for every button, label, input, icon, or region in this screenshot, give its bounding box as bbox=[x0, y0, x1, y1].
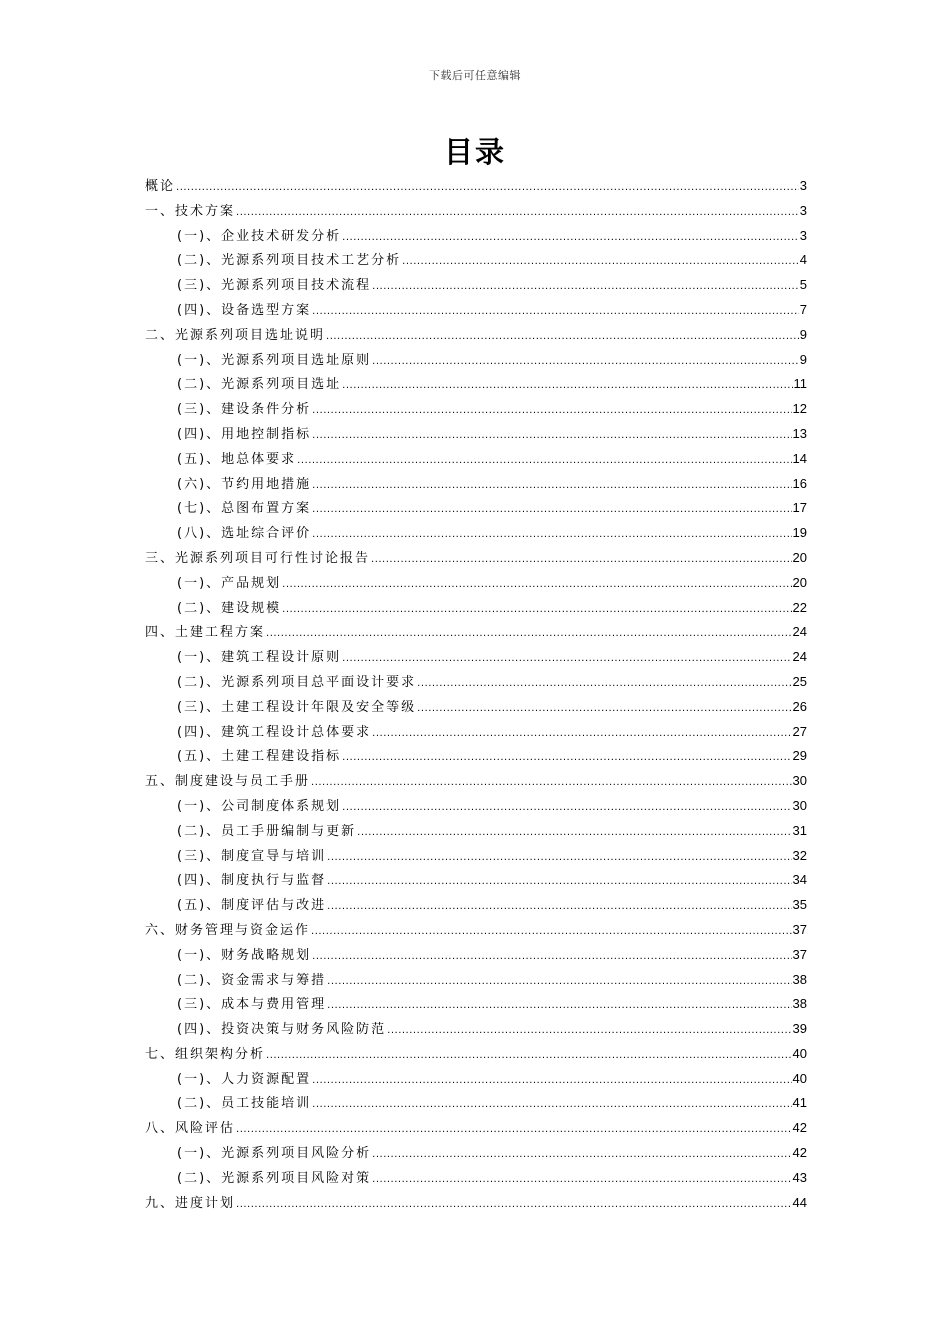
toc-dot-leader bbox=[312, 1093, 791, 1118]
toc-dot-leader bbox=[342, 796, 791, 821]
toc-entry-label: 一、技术方案 bbox=[145, 203, 236, 219]
toc-entry[interactable] bbox=[145, 1141, 807, 1166]
toc-dot-leader bbox=[342, 647, 791, 672]
toc-entry-label: (一)、光源系列项目风险分析 bbox=[177, 1146, 372, 1162]
toc-entry-page-number: 17 bbox=[792, 500, 807, 516]
toc-dot-leader bbox=[312, 498, 791, 523]
toc-entry-page-number: 3 bbox=[799, 202, 807, 218]
toc-entry-page-number: 14 bbox=[792, 450, 807, 466]
toc-entry-label: 四、土建工程方案 bbox=[145, 625, 266, 641]
toc-entry[interactable] bbox=[145, 844, 807, 869]
toc-entry-page-number: 27 bbox=[792, 723, 807, 739]
toc-entry-page-number: 30 bbox=[792, 773, 807, 789]
toc-dot-leader bbox=[327, 846, 791, 871]
toc-dot-leader bbox=[372, 350, 799, 375]
toc-entry[interactable] bbox=[145, 273, 807, 298]
toc-entry-page-number: 7 bbox=[799, 301, 807, 317]
toc-entry-label: (一)、公司制度体系规划 bbox=[177, 798, 342, 814]
toc-dot-leader bbox=[342, 226, 799, 251]
toc-entry-label: (七)、总图布置方案 bbox=[177, 501, 312, 517]
page-title: 目录 bbox=[443, 135, 506, 169]
toc-entry-page-number: 20 bbox=[792, 574, 807, 590]
toc-entry-page-number: 34 bbox=[792, 872, 807, 888]
toc-dot-leader bbox=[312, 399, 791, 424]
toc-entry-label: (二)、建设规模 bbox=[177, 600, 282, 616]
toc-dot-leader bbox=[327, 994, 791, 1019]
toc-entry-page-number: 40 bbox=[792, 1070, 807, 1086]
toc-entry[interactable] bbox=[145, 397, 807, 422]
toc-entry-page-number: 13 bbox=[792, 425, 807, 441]
toc-entry-label: (一)、人力资源配置 bbox=[177, 1071, 312, 1087]
toc-entry[interactable] bbox=[145, 968, 807, 993]
toc-entry-page-number: 37 bbox=[792, 921, 807, 937]
toc-dot-leader bbox=[327, 870, 791, 895]
toc-entry-label: (二)、光源系列项目风险对策 bbox=[177, 1170, 372, 1186]
toc-dot-leader bbox=[312, 474, 791, 499]
toc-entry-label: (二)、员工技能培训 bbox=[177, 1096, 312, 1112]
toc-dot-leader bbox=[311, 920, 792, 945]
toc-entry-label: (一)、财务战略规划 bbox=[177, 947, 312, 963]
toc-entry[interactable] bbox=[145, 744, 807, 769]
toc-entry-page-number: 22 bbox=[792, 599, 807, 615]
toc-dot-leader bbox=[342, 746, 791, 771]
toc-entry-page-number: 29 bbox=[792, 748, 807, 764]
toc-entry-label: 八、风险评估 bbox=[145, 1121, 236, 1137]
toc-entry[interactable] bbox=[145, 348, 807, 373]
toc-entry[interactable] bbox=[145, 645, 807, 670]
toc-entry[interactable] bbox=[145, 224, 807, 249]
toc-entry-page-number: 30 bbox=[792, 797, 807, 813]
toc-dot-leader bbox=[282, 573, 791, 598]
toc-entry-page-number: 42 bbox=[792, 1120, 807, 1136]
toc-entry-label: (三)、建设条件分析 bbox=[177, 402, 312, 418]
toc-entry-label: (二)、资金需求与筹措 bbox=[177, 972, 327, 988]
toc-dot-leader bbox=[387, 1019, 791, 1044]
toc-entry-page-number: 35 bbox=[792, 897, 807, 913]
toc-dot-leader bbox=[372, 722, 791, 747]
toc-entry-label: (一)、建筑工程设计原则 bbox=[177, 650, 342, 666]
toc-dot-leader bbox=[327, 895, 791, 920]
toc-entry[interactable] bbox=[145, 248, 807, 273]
toc-entry[interactable] bbox=[145, 323, 807, 348]
toc-entry-label: 七、组织架构分析 bbox=[145, 1046, 266, 1062]
page-header-note: 下载后可任意编辑 bbox=[429, 69, 521, 82]
toc-entry-label: 五、制度建设与员工手册 bbox=[145, 774, 311, 790]
toc-dot-leader bbox=[176, 176, 799, 201]
toc-entry-page-number: 37 bbox=[792, 946, 807, 962]
toc-entry-page-number: 9 bbox=[799, 326, 807, 342]
toc-entry[interactable] bbox=[145, 496, 807, 521]
toc-entry[interactable] bbox=[145, 422, 807, 447]
toc-entry[interactable] bbox=[145, 472, 807, 497]
toc-entry[interactable] bbox=[145, 670, 807, 695]
toc-entry-label: 概论 bbox=[145, 179, 176, 194]
toc-entry[interactable] bbox=[145, 298, 807, 323]
toc-entry-page-number: 41 bbox=[792, 1095, 807, 1111]
toc-entry-label: 六、财务管理与资金运作 bbox=[145, 922, 311, 938]
toc-entry[interactable] bbox=[145, 199, 807, 224]
toc-dot-leader bbox=[297, 449, 791, 474]
toc-dot-leader bbox=[327, 970, 791, 995]
toc-entry-page-number: 16 bbox=[792, 475, 807, 491]
toc-entry-label: (一)、企业技术研发分析 bbox=[177, 228, 342, 244]
toc-entry-page-number: 11 bbox=[793, 376, 807, 392]
toc-entry[interactable] bbox=[145, 596, 807, 621]
toc-entry-page-number: 24 bbox=[792, 624, 807, 640]
toc-entry-label: (五)、地总体要求 bbox=[177, 451, 297, 467]
toc-entry[interactable] bbox=[145, 1042, 807, 1067]
toc-dot-leader bbox=[372, 1143, 791, 1168]
toc-dot-leader bbox=[372, 1168, 791, 1193]
toc-entry-label: (一)、产品规划 bbox=[177, 575, 282, 591]
toc-dot-leader bbox=[236, 1118, 792, 1143]
toc-entry-page-number: 43 bbox=[792, 1169, 807, 1185]
toc-entry-page-number: 40 bbox=[792, 1045, 807, 1061]
toc-entry-label: (五)、制度评估与改进 bbox=[177, 898, 327, 914]
toc-entry-label: (四)、用地控制指标 bbox=[177, 426, 312, 442]
toc-entry-page-number: 44 bbox=[792, 1194, 807, 1210]
toc-entry[interactable] bbox=[145, 1017, 807, 1042]
toc-entry-label: (四)、建筑工程设计总体要求 bbox=[177, 724, 372, 740]
toc-entry[interactable] bbox=[145, 174, 807, 199]
table-of-contents bbox=[145, 174, 807, 1215]
toc-entry[interactable] bbox=[145, 819, 807, 844]
toc-entry-page-number: 31 bbox=[792, 822, 807, 838]
toc-entry-page-number: 5 bbox=[799, 277, 807, 293]
toc-dot-leader bbox=[236, 201, 799, 226]
toc-entry[interactable] bbox=[145, 720, 807, 745]
toc-entry[interactable] bbox=[145, 918, 807, 943]
toc-dot-leader bbox=[371, 548, 792, 573]
toc-dot-leader bbox=[402, 250, 799, 275]
toc-entry-page-number: 3 bbox=[799, 227, 807, 243]
toc-entry[interactable] bbox=[145, 992, 807, 1017]
toc-entry-page-number: 3 bbox=[799, 178, 807, 193]
toc-entry[interactable] bbox=[145, 893, 807, 918]
toc-dot-leader bbox=[326, 325, 799, 350]
toc-entry-label: (一)、光源系列项目选址原则 bbox=[177, 352, 372, 368]
toc-dot-leader bbox=[312, 424, 791, 449]
toc-dot-leader bbox=[342, 374, 792, 399]
toc-entry-page-number: 4 bbox=[799, 252, 807, 268]
toc-entry-label: (三)、制度宣导与培训 bbox=[177, 848, 327, 864]
toc-entry-label: (三)、成本与费用管理 bbox=[177, 997, 327, 1013]
toc-entry-page-number: 25 bbox=[792, 673, 807, 689]
toc-entry[interactable] bbox=[145, 1116, 807, 1141]
toc-entry[interactable] bbox=[145, 447, 807, 472]
toc-dot-leader bbox=[312, 945, 791, 970]
toc-entry-label: 九、进度计划 bbox=[145, 1195, 236, 1211]
toc-entry-page-number: 19 bbox=[792, 525, 807, 541]
toc-entry-label: 二、光源系列项目选址说明 bbox=[145, 327, 326, 343]
toc-entry-label: (二)、光源系列项目选址 bbox=[177, 377, 342, 393]
toc-entry-page-number: 32 bbox=[792, 847, 807, 863]
toc-entry[interactable] bbox=[145, 546, 807, 571]
toc-entry[interactable] bbox=[145, 769, 807, 794]
toc-entry-label: 三、光源系列项目可行性讨论报告 bbox=[145, 550, 371, 566]
toc-entry-label: (三)、土建工程设计年限及安全等级 bbox=[177, 699, 417, 715]
toc-entry-label: (四)、投资决策与财务风险防范 bbox=[177, 1022, 387, 1038]
toc-entry[interactable] bbox=[145, 868, 807, 893]
toc-entry[interactable] bbox=[145, 794, 807, 819]
toc-entry[interactable] bbox=[145, 372, 807, 397]
toc-entry[interactable] bbox=[145, 620, 807, 645]
toc-dot-leader bbox=[417, 697, 791, 722]
toc-dot-leader bbox=[357, 821, 791, 846]
toc-dot-leader bbox=[282, 598, 791, 623]
toc-entry-page-number: 42 bbox=[792, 1145, 807, 1161]
toc-entry-page-number: 38 bbox=[792, 996, 807, 1012]
toc-entry-page-number: 20 bbox=[792, 549, 807, 565]
toc-entry-page-number: 24 bbox=[792, 649, 807, 665]
toc-dot-leader bbox=[417, 672, 791, 697]
toc-entry-label: (八)、选址综合评价 bbox=[177, 526, 312, 542]
toc-entry-page-number: 9 bbox=[799, 351, 807, 367]
toc-entry-label: (六)、节约用地措施 bbox=[177, 476, 312, 492]
toc-entry-label: (二)、员工手册编制与更新 bbox=[177, 823, 357, 839]
toc-entry[interactable] bbox=[145, 1166, 807, 1191]
toc-dot-leader bbox=[236, 1193, 792, 1218]
toc-entry-page-number: 12 bbox=[792, 401, 807, 417]
toc-entry[interactable] bbox=[145, 1091, 807, 1116]
toc-entry-label: (三)、光源系列项目技术流程 bbox=[177, 278, 372, 294]
toc-entry-page-number: 38 bbox=[792, 971, 807, 987]
toc-entry[interactable] bbox=[145, 695, 807, 720]
toc-dot-leader bbox=[311, 771, 792, 796]
toc-entry[interactable] bbox=[145, 1191, 807, 1216]
toc-entry-label: (五)、土建工程建设指标 bbox=[177, 749, 342, 765]
toc-dot-leader bbox=[266, 1044, 792, 1069]
toc-entry-label: (二)、光源系列项目总平面设计要求 bbox=[177, 674, 417, 690]
toc-entry-label: (四)、设备选型方案 bbox=[177, 302, 312, 318]
toc-entry[interactable] bbox=[145, 943, 807, 968]
toc-dot-leader bbox=[312, 1069, 791, 1094]
toc-dot-leader bbox=[312, 300, 799, 325]
toc-dot-leader bbox=[312, 523, 791, 548]
toc-entry[interactable] bbox=[145, 571, 807, 596]
toc-entry-label: (四)、制度执行与监督 bbox=[177, 873, 327, 889]
toc-entry[interactable] bbox=[145, 521, 807, 546]
toc-entry-label: (二)、光源系列项目技术工艺分析 bbox=[177, 253, 402, 269]
toc-dot-leader bbox=[372, 275, 799, 300]
toc-entry-page-number: 39 bbox=[792, 1021, 807, 1037]
toc-entry[interactable] bbox=[145, 1067, 807, 1092]
toc-dot-leader bbox=[266, 622, 792, 647]
toc-entry-page-number: 26 bbox=[792, 698, 807, 714]
